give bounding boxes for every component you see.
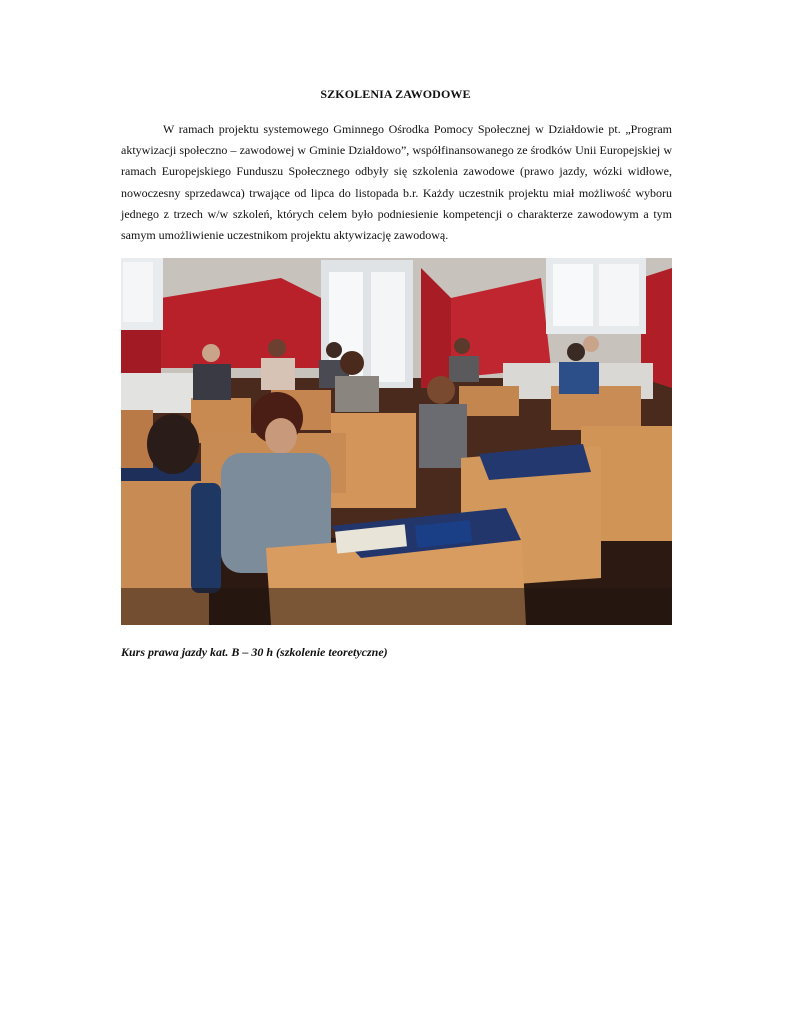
page-title: SZKOLENIA ZAWODOWE xyxy=(320,87,471,101)
photo-caption: Kurs prawa jazdy kat. B – 30 h (szkolenie teoretyczne) xyxy=(121,645,388,659)
classroom-photo xyxy=(121,258,672,625)
body-paragraph: W ramach projektu systemowego Gminnego Ośrodka Pomocy Społecznej w Działdowie pt. „Program aktywizacji społeczno – zawodowej w Gminie Działdowo”, współfinansowanego ze środków Unii Europejskiej w ramach Europejskiego Funduszu Społecznego odbyły się szkolenia zawodowe (prawo jazdy, wózki widłowe, nowoczesny sprzedawca) trwające od lipca do listopada b.r. Każdy uczestnik projektu miał możliwość wyboru jednego z trzech w/w szkoleń, których celem było podniesienie kompetencji o charakterze zawodowym a tym samym umożliwienie uczestnikom projektu aktywizację zawodową. xyxy=(121,122,672,243)
